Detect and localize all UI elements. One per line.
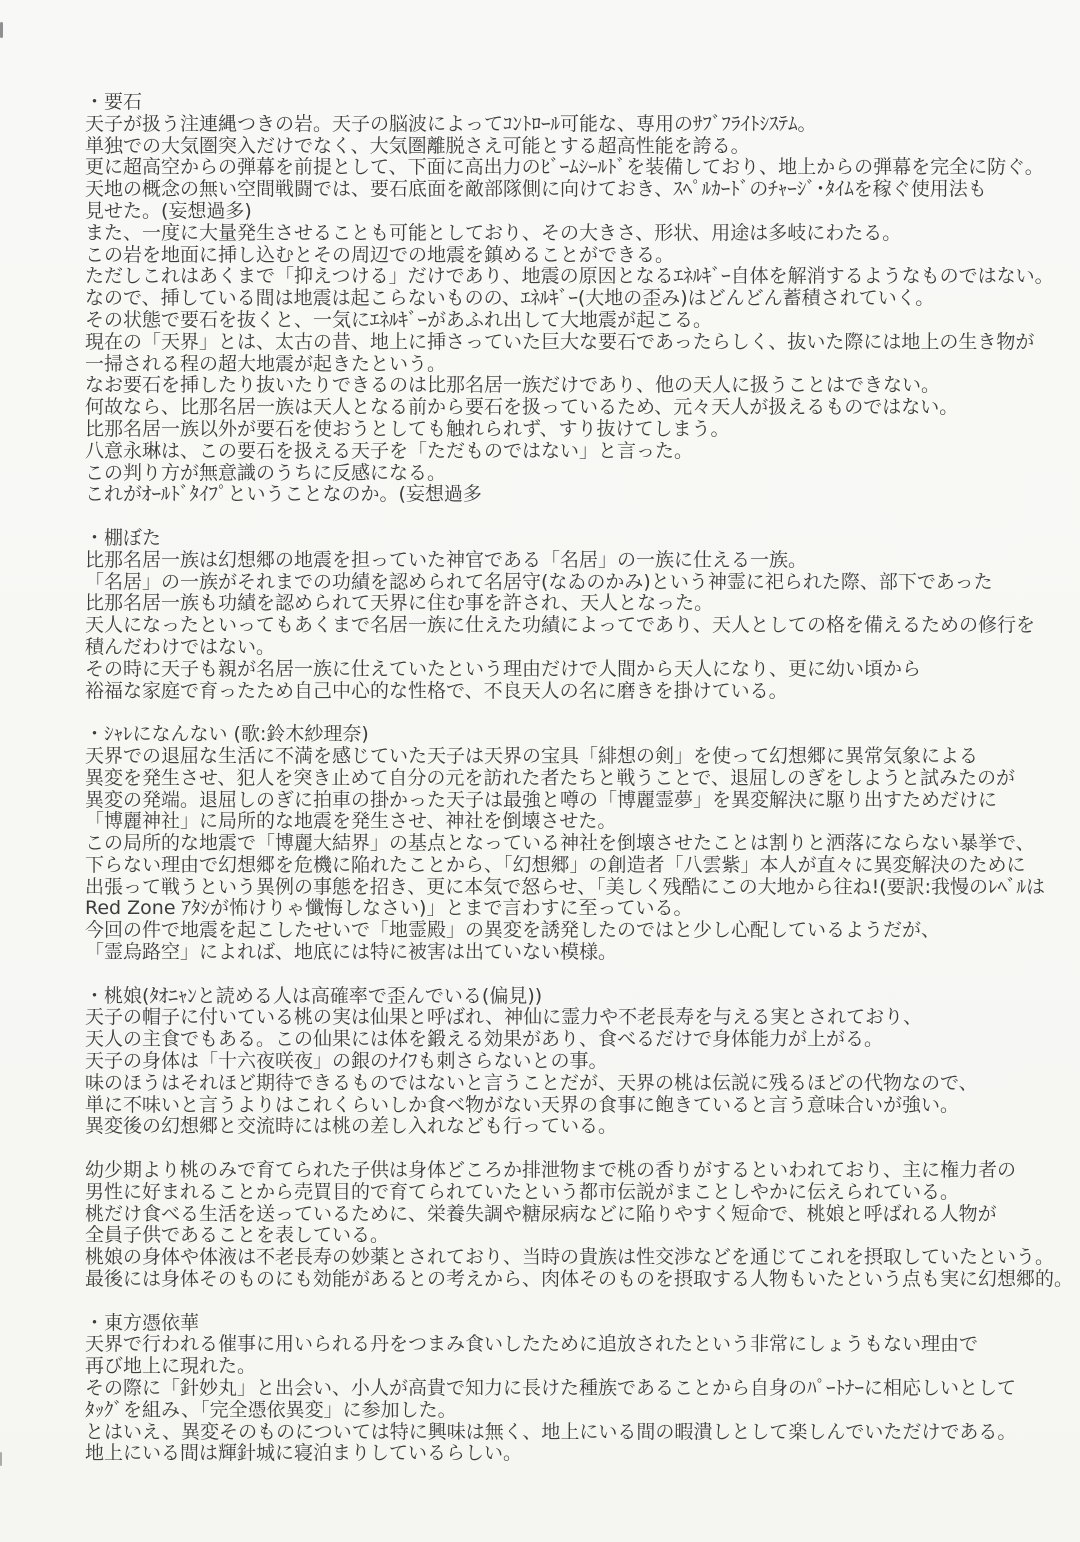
- text-line: 見せた。(妄想過多): [85, 199, 252, 222]
- text-line: 味のほうはそれほど期待できるものではないと言うことだが、天界の桃は伝説に残るほどの代物なので、: [85, 1071, 978, 1094]
- text-line: 天界で行われる催事に用いられる丹をつまみ食いしたために追放されたという非常にしょうもない理由で: [85, 1333, 979, 1356]
- text-line: なので、挿している間は地震は起こらないものの、ｴﾈﾙｷﾞｰ(大地の歪み)はどんどん蓄積されていく。: [85, 287, 935, 310]
- text-line: 比那名居一族以外が要石を使おうとしても触れられず、すり抜けてしまう。: [85, 417, 730, 440]
- text-line: 異変を発生させ、犯人を突き止めて自分の元を訪れた者たちと戦うことで、退屈しのぎをしようと試みたのが: [85, 766, 1016, 789]
- text-line: 今回の件で地震を起こしたせいで「地霊殿」の異変を誘発したのではと少し心配しているようだが、: [85, 919, 941, 942]
- text-line: 男性に好まれることから売買目的で育てられていたという都市伝説がまことしやかに伝えられている。: [85, 1180, 960, 1203]
- text-line: 天子の帽子に付いている桃の実は仙果と呼ばれ、神仙に霊力や不老長寿を与える実とされており、: [85, 1006, 923, 1029]
- scan-artifact: [0, 22, 3, 38]
- section-block: [85, 528, 1047, 702]
- text-line: 天人になったといってもあくまで名居一族に仕えた功績によってであり、天人としての格を備えるための修行を: [85, 614, 1036, 637]
- text-line: 比那名居一族は幻想郷の地震を担っていた神官である「名居」の一族に仕える一族。: [85, 548, 808, 571]
- text-line: 何故なら、比那名居一族は天人となる前から要石を扱っているため、元々天人が扱えるものではない。: [85, 396, 959, 419]
- text-line: 再び地上に現れた。: [85, 1355, 257, 1378]
- text-line: 単に不味いと言うよりはこれくらいしか食べ物がない天界の食事に飽きていると言う意味合いが強い。: [85, 1093, 960, 1116]
- text-line: 天子の身体は「十六夜咲夜」の銀のﾅｲﾌも刺さらないとの事。: [85, 1050, 608, 1073]
- text-line: 「霊烏路空」によれば、地底には特に被害は出ていない模様。: [85, 941, 618, 964]
- text-line: 天界での退屈な生活に不満を感じていた天子は天界の宝具「緋想の剣」を使って幻想郷に異常気象による: [85, 744, 979, 767]
- text-line: 幼少期より桃のみで育てられた子供は身体どころか排泄物まで桃の香りがするといわれており、主に権力者の: [85, 1159, 1017, 1182]
- text-line: 出張って戦うという異例の事態を招き、更に本気で怒らせ、「美しく残酷にこの大地から往ね!(要訳:我慢のﾚﾍﾞﾙは: [85, 875, 1046, 898]
- text-line: 異変後の幻想郷と交流時には桃の差し入れなども行っている。: [85, 1115, 618, 1138]
- text-line: 最後には身体そのものにも効能があるとの考えから、肉体そのものを摂取する人物もいたという点も実に幻想郷的。: [85, 1268, 1074, 1291]
- text-line: Red Zone ｱﾀｼが怖けりゃ懺悔しなさい)」とまで言わすに至っている。: [85, 897, 693, 920]
- text-line: 天地の概念の無い空間戦闘では、要石底面を敵部隊側に向けておき、ｽﾍﾟﾙｶｰﾄﾞのﾁｬｰｼﾞ･ﾀｲﾑを稼ぐ使用法も: [85, 178, 987, 201]
- text-line: その状態で要石を抜くと、一気にｴﾈﾙｷﾞｰがあふれ出して大地震が起こる。: [85, 308, 713, 331]
- text-line: 天人の主食でもある。この仙果には体を鍛える効果があり、食べるだけで身体能力が上がる。: [85, 1028, 884, 1051]
- section-heading: ・東方憑依華: [85, 1311, 200, 1334]
- section-block: [85, 1313, 1047, 1466]
- text-line: なお要石を挿したり抜いたりできるのは比那名居一族だけであり、他の天人に扱うことはできない。: [85, 374, 941, 397]
- text-line: その際に「針妙丸」と出会い、小人が高貴で知力に長けた種族であることから自身のﾊﾟｰﾄﾅｰに相応しいとして: [85, 1377, 1017, 1400]
- scan-artifact: [0, 1452, 2, 1466]
- text-line: この局所的な地震で「博麗大結界」の基点となっている神社を倒壊させたことは割りと洒落にならない暴挙で、: [85, 832, 1035, 855]
- text-line: 単独での大気圏突入だけでなく、大気圏離脱さえ可能とする超高性能を誇る。: [85, 134, 750, 157]
- text-line: 全員子供であることを表している。: [85, 1224, 390, 1247]
- section-heading: ・棚ぼた: [85, 526, 162, 549]
- section-heading: ・桃娘(ﾀｵﾆｬﾝと読める人は高確率で歪んでいる(偏見)): [85, 984, 543, 1007]
- text-line: また、一度に大量発生させることも可能としており、その大きさ、形状、用途は多岐にわたる。: [85, 221, 902, 244]
- section-heading: ・ｼｬﾚになんない (歌:鈴木紗理奈): [85, 723, 369, 746]
- text-line: 積んだわけではない。: [85, 635, 276, 658]
- text-line: 異変の発端。退屈しのぎに拍車の掛かった天子は最強と噂の「博麗霊夢」を異変解決に駆り出すためだけに: [85, 788, 998, 811]
- text-line: とはいえ、異変そのものについては特に興味は無く、地上にいる間の暇潰しとして楽しんでいただけである。: [85, 1420, 1017, 1443]
- text-line: この判り方が無意識のうちに反感になる。: [85, 461, 447, 484]
- text-line: 八意永琳は、この要石を扱える天子を「ただものではない」と言った。: [85, 439, 694, 462]
- text-line: 一掃される程の超大地震が起きたという。: [85, 352, 447, 375]
- text-line: ﾀｯｸﾞを組み、「完全憑依異変」に参加した。: [85, 1398, 457, 1421]
- text-line: 桃だけ食べる生活を送っているために、栄養失調や糖尿病などに陥りやすく短命で、桃娘と呼ばれる人物が: [85, 1202, 997, 1225]
- section-block: [85, 1159, 1074, 1291]
- text-line: 裕福な家庭で育ったため自己中心的な性格で、不良天人の名に磨きを掛けている。: [85, 679, 788, 702]
- section-heading: ・要石: [85, 91, 143, 113]
- text-line: 地上にいる間は輝針城に寝泊まりしているらしい。: [85, 1442, 523, 1465]
- text-line: その時に天子も親が名居一族に仕えていたという理由だけで人間から天人になり、更に幼い頃から: [85, 657, 922, 680]
- text-line: 更に超高空からの弾幕を前提として、下面に高出力のﾋﾞｰﾑｼｰﾙﾄﾞを装備しており、地上からの弾幕を完全に防ぐ。: [85, 156, 1044, 179]
- text-line: これがｵｰﾙﾄﾞﾀｲﾌﾟということなのか。(妄想過多: [85, 483, 482, 506]
- section-block: [85, 724, 1047, 964]
- text-line: ただしこれはあくまで「抑えつける」だけであり、地震の原因となるｴﾈﾙｷﾞｰ自体を解消するようなものではない。: [85, 265, 1054, 288]
- section-block: [85, 986, 1047, 1139]
- section-block: [85, 91, 1054, 506]
- text-line: 「名居」の一族がそれまでの功績を認められて名居守(なゐのかみ)という神霊に祀られた際、部下であった: [85, 570, 993, 593]
- text-line: 比那名居一族も功績を認められて天界に住む事を許され、天人となった。: [85, 592, 714, 615]
- text-line: 天子が扱う注連縄つきの岩。天子の脳波によってｺﾝﾄﾛｰﾙ可能な、専用のｻﾌﾞﾌﾗｲﾄｼｽﾃﾑ。: [85, 112, 817, 135]
- text-line: この岩を地面に挿し込むとその周辺での地震を鎮めることができる。: [85, 243, 675, 266]
- document-text: [85, 91, 1074, 1465]
- text-line: 下らない理由で幻想郷を危機に陥れたことから、「幻想郷」の創造者「八雲紫」本人が直々に異変解決のために: [85, 853, 1026, 876]
- text-line: 現在の「天界」とは、太古の昔、地上に挿さっていた巨大な要石であったらしく、抜いた際には地上の生き物が: [85, 330, 1035, 353]
- text-line: 「博麗神社」に局所的な地震を発生させ、神社を倒壊させた。: [85, 810, 617, 833]
- text-line: 桃娘の身体や体液は不老長寿の妙薬とされており、当時の貴族は性交渉などを通じてこれを摂取していたという。: [85, 1246, 1055, 1269]
